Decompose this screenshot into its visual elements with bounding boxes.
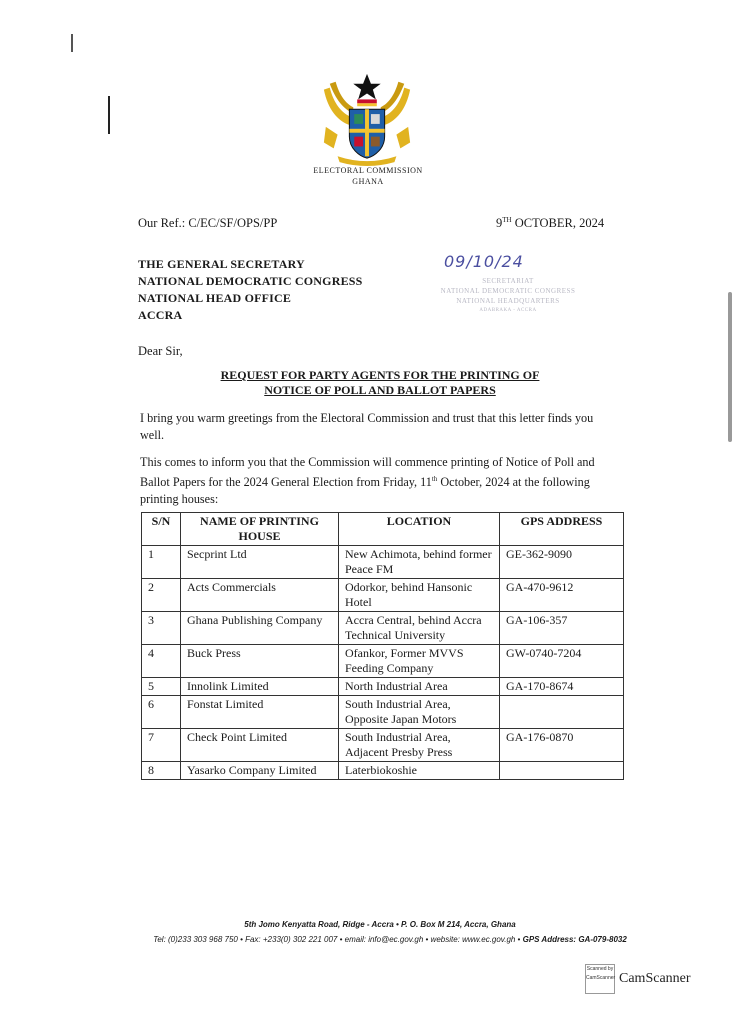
scan-edge-mark [108,96,110,134]
recipient-line: NATIONAL HEAD OFFICE [138,291,292,305]
cell-name: Acts Commercials [181,579,339,612]
subject-heading [140,368,620,398]
camscanner-logo: Scanned by CamScanner [585,964,615,994]
table-row [142,612,624,645]
subject-line: REQUEST FOR PARTY AGENTS FOR THE PRINTING OF [220,368,540,382]
cell-gps: GA-470-9612 [500,579,624,612]
cell-gps [500,696,624,729]
cell-sn: 4 [142,645,181,678]
cell-location: South Industrial Area, Adjacent Presby Press [339,729,500,762]
footer-address: 5th Jomo Kenyatta Road, Ridge - Accra • P. O. Box M 214, Accra, Ghana [244,920,516,929]
printing-houses-table [141,512,624,780]
cell-name: Buck Press [181,645,339,678]
stamp-line: SECRETARIAT [482,277,534,285]
table-row [142,729,624,762]
cell-name: Innolink Limited [181,678,339,696]
received-date-handwritten: 09/10/24 [444,252,524,271]
salutation: Dear Sir, [138,344,183,358]
header-sn: S/N [142,513,181,546]
footer-contacts: Tel: (0)233 303 968 750 • Fax: +233(0) 302 221 007 • email: info@ec.gov.gh • website: www.ec.gov.gh • GPS Address: GA-079-8032 [153,935,627,944]
ghana-coat-of-arms-icon [318,70,416,168]
table-header-row [142,513,624,546]
recipient-line: THE GENERAL SECRETARY [138,257,305,271]
vertical-scrollbar[interactable] [728,292,732,442]
footer-gps-address: GPS Address: GA-079-8032 [522,935,627,944]
cell-name: Fonstat Limited [181,696,339,729]
cell-sn: 8 [142,762,181,780]
stamp-line: NATIONAL DEMOCRATIC CONGRESS [440,287,576,295]
cell-sn: 1 [142,546,181,579]
header-location: LOCATION [339,513,500,546]
recipient-line: NATIONAL DEMOCRATIC CONGRESS [138,274,363,288]
cell-name: Check Point Limited [181,729,339,762]
cell-location: Odorkor, behind Hansonic Hotel [339,579,500,612]
letter-date: 9TH OCTOBER, 2024 [496,216,605,231]
cell-location: Ofankor, Former MVVS Feeding Company [339,645,500,678]
cell-location: Accra Central, behind Accra Technical University [339,612,500,645]
cell-name: Yasarko Company Limited [181,762,339,780]
org-name: ELECTORAL COMMISSION [313,166,423,175]
header-gps: GPS ADDRESS [500,513,624,546]
table-row [142,762,624,780]
table-row [142,546,624,579]
table-row [142,645,624,678]
scan-edge-mark [71,34,73,52]
body-paragraph: This comes to inform you that the Commission will commence printing of Notice of Poll and Ballot Papers for the 2024 General Election from Friday, 11th October, 2024 at the following printing houses: [140,455,595,507]
cell-gps: GA-170-8674 [500,678,624,696]
header-name: NAME OF PRINTING HOUSE [181,513,339,546]
cell-name: Ghana Publishing Company [181,612,339,645]
cell-sn: 7 [142,729,181,762]
cell-gps: GW-0740-7204 [500,645,624,678]
cell-sn: 5 [142,678,181,696]
cell-gps [500,762,624,780]
recipient-line: ACCRA [138,308,183,322]
camscanner-watermark [585,964,691,994]
cell-gps: GE-362-9090 [500,546,624,579]
cell-location: Laterbiokoshie [339,762,500,780]
subject-line: NOTICE OF POLL AND BALLOT PAPERS [264,383,496,397]
cell-sn: 2 [142,579,181,612]
body-paragraph: I bring you warm greetings from the Electoral Commission and trust that this letter finds you well. [140,411,594,442]
org-country: GHANA [352,177,384,186]
stamp-line: ADABRAKA - ACCRA [479,308,537,313]
cell-gps: GA-106-357 [500,612,624,645]
cell-gps: GA-176-0870 [500,729,624,762]
cell-location: North Industrial Area [339,678,500,696]
cell-location: New Achimota, behind former Peace FM [339,546,500,579]
table-row [142,678,624,696]
camscanner-label: CamScanner [619,971,691,986]
received-stamp [424,276,592,316]
table-row [142,579,624,612]
stamp-line: NATIONAL HEADQUARTERS [456,297,560,305]
cell-location: South Industrial Area, Opposite Japan Motors [339,696,500,729]
cell-sn: 6 [142,696,181,729]
table-row [142,696,624,729]
recipient-address [138,256,363,324]
cell-name: Secprint Ltd [181,546,339,579]
reference-number: Our Ref.: C/EC/SF/OPS/PP [138,216,278,230]
cell-sn: 3 [142,612,181,645]
